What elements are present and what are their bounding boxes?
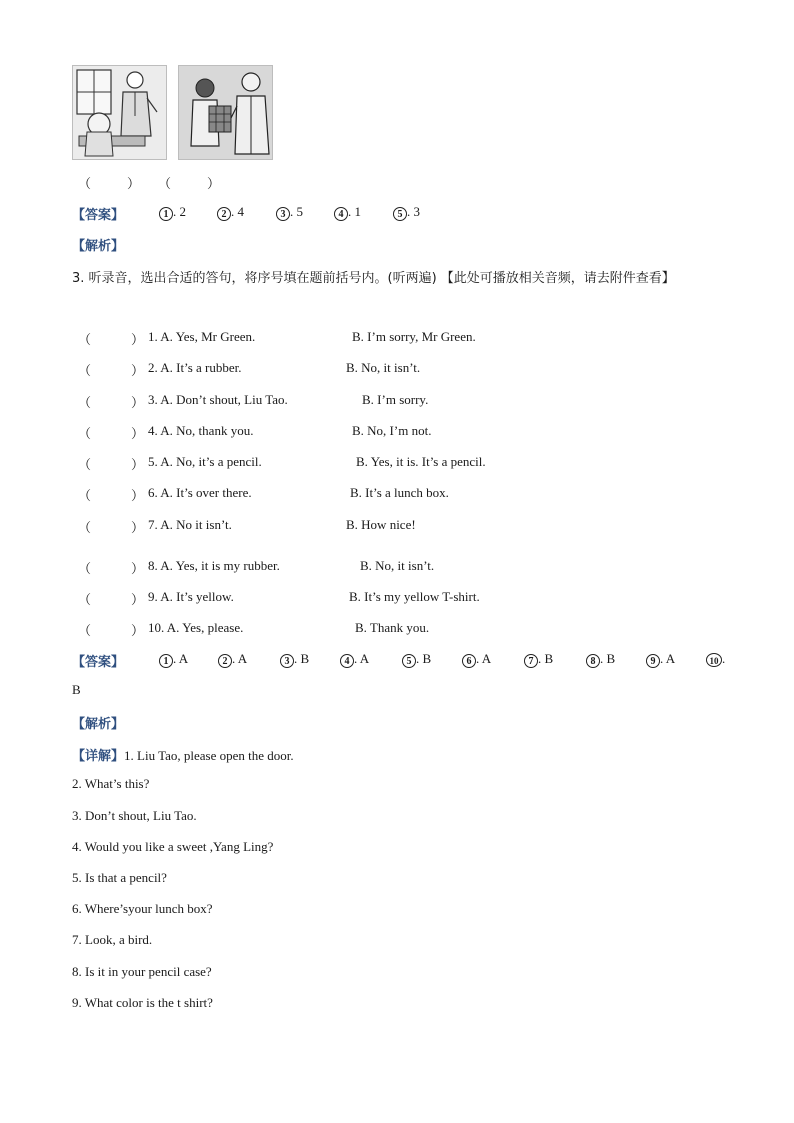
open-paren: （: [78, 623, 92, 638]
detail-line: 8. Is it in your pencil case?: [72, 964, 212, 979]
open-paren: （: [78, 520, 92, 535]
option-a: 2. A. It’s a rubber.: [148, 360, 242, 375]
answer-item: [646, 651, 675, 668]
option-b: B. It’s a lunch box.: [350, 485, 449, 500]
circled-number: 2: [218, 654, 232, 668]
answer-item: [340, 651, 369, 668]
analysis-label: 【解析】: [72, 717, 125, 732]
question-row: [78, 589, 144, 608]
answer-value: .: [722, 651, 726, 666]
option-a: 5. A. No, it’s a pencil.: [148, 454, 262, 469]
answer-value: . A: [354, 651, 370, 666]
answer-value: . B: [416, 651, 432, 666]
option-b: B. I’m sorry, Mr Green.: [352, 329, 476, 344]
circled-number: 1: [159, 654, 173, 668]
close-paren: ）: [127, 176, 141, 191]
answer-item: [218, 651, 247, 668]
answer-value: . B: [538, 651, 554, 666]
answer-value: . 2: [173, 204, 186, 219]
option-a: 7. A. No it isn’t.: [148, 517, 232, 532]
answer-label: 【答案】: [72, 208, 125, 223]
circled-number: 3: [280, 654, 294, 668]
answer-item: [159, 651, 188, 668]
analysis-label: 【解析】: [72, 239, 125, 254]
option-a: 8. A. Yes, it is my rubber.: [148, 558, 280, 573]
open-paren: （: [78, 592, 92, 607]
detail-text: 1. Liu Tao, please open the door.: [124, 748, 294, 763]
answer-value: . A: [173, 651, 189, 666]
answer-item: [334, 204, 361, 221]
option-b: B. How nice!: [346, 517, 416, 532]
answer-item: [159, 204, 186, 221]
answer-value: . B: [294, 651, 310, 666]
detail-line: [72, 745, 294, 764]
option-b: B. No, I’m not.: [352, 423, 432, 438]
answer-value: . 5: [290, 204, 303, 219]
circled-number: 9: [646, 654, 660, 668]
detail-label: 【详解】: [72, 749, 125, 764]
close-paren: ）: [131, 332, 145, 347]
image1-answer-blank: [78, 173, 140, 192]
option-a: 3. A. Don’t shout, Liu Tao.: [148, 392, 288, 407]
answer-value: . 1: [348, 204, 361, 219]
close-paren: ）: [131, 426, 145, 441]
option-a: 9. A. It’s yellow.: [148, 589, 234, 604]
close-paren: ）: [131, 457, 145, 472]
open-paren: （: [78, 426, 92, 441]
image2-answer-blank: [158, 173, 220, 192]
detail-line: 7. Look, a bird.: [72, 932, 153, 947]
option-b: B. Yes, it is. It’s a pencil.: [356, 454, 486, 469]
question-row: [78, 454, 144, 473]
open-paren: （: [78, 561, 92, 576]
question-row: [78, 620, 144, 639]
circled-number: 5: [402, 654, 416, 668]
close-paren: ）: [131, 592, 145, 607]
close-paren: ）: [131, 520, 145, 535]
question-row: [78, 485, 144, 504]
circled-number: 1: [159, 207, 173, 221]
answer-value: . B: [600, 651, 616, 666]
option-b: B. Thank you.: [355, 620, 430, 635]
close-paren: ）: [131, 623, 145, 638]
close-paren: ）: [131, 488, 145, 503]
circled-number: 4: [334, 207, 348, 221]
circled-number: 3: [276, 207, 290, 221]
classroom-drawing: [73, 66, 167, 160]
answer-value: . A: [660, 651, 676, 666]
detail-line: 3. Don’t shout, Liu Tao.: [72, 808, 197, 823]
answer-item: [393, 204, 420, 221]
detail-line: 6. Where’syour lunch box?: [72, 901, 213, 916]
open-paren: （: [78, 395, 92, 410]
detail-line: 2. What’s this?: [72, 776, 150, 791]
detail-line: 9. What color is the t shirt?: [72, 995, 213, 1010]
answer-item: [217, 204, 244, 221]
answer-value: . A: [232, 651, 248, 666]
answer-label: 【答案】: [72, 655, 125, 670]
option-a: 4. A. No, thank you.: [148, 423, 254, 438]
answer-item: [524, 651, 553, 668]
gift-drawing: [179, 66, 273, 160]
question-row: [78, 392, 144, 411]
open-paren: （: [78, 363, 92, 378]
question-row: [78, 423, 144, 442]
answer-item: [280, 651, 309, 668]
answer-item: [706, 651, 725, 667]
question-row: [78, 360, 144, 379]
circled-number: 10: [706, 653, 722, 667]
circled-number: 5: [393, 207, 407, 221]
circled-number: 4: [340, 654, 354, 668]
gift-illustration: [178, 65, 273, 160]
open-paren: （: [78, 176, 92, 191]
answer-item: [276, 204, 303, 221]
answer-item: [462, 651, 491, 668]
open-paren: （: [78, 457, 92, 472]
answer-value: . 4: [231, 204, 244, 219]
circled-number: 7: [524, 654, 538, 668]
answer-wrap: B: [72, 682, 81, 697]
classroom-illustration: [72, 65, 167, 160]
answer-item: [586, 651, 615, 668]
question-row: [78, 329, 144, 348]
option-b: B. It’s my yellow T-shirt.: [349, 589, 480, 604]
option-a: 1. A. Yes, Mr Green.: [148, 329, 256, 344]
detail-line: 4. Would you like a sweet ,Yang Ling?: [72, 839, 274, 854]
question-row: [78, 517, 144, 536]
answer-value: . 3: [407, 204, 420, 219]
open-paren: （: [158, 176, 172, 191]
answer-item: [402, 651, 431, 668]
option-a: 10. A. Yes, please.: [148, 620, 244, 635]
option-a: 6. A. It’s over there.: [148, 485, 252, 500]
option-b: B. No, it isn’t.: [360, 558, 435, 573]
circled-number: 2: [217, 207, 231, 221]
answer-value: . A: [476, 651, 492, 666]
question3-instruction: 3. 听录音，选出合适的答句，将序号填在题前括号内。(听两遍) 【此处可播放相关音频，请去附件查看】: [72, 271, 675, 286]
circled-number: 6: [462, 654, 476, 668]
open-paren: （: [78, 332, 92, 347]
close-paren: ）: [207, 176, 221, 191]
option-b: B. I’m sorry.: [362, 392, 429, 407]
question-row: [78, 558, 144, 577]
close-paren: ）: [131, 561, 145, 576]
close-paren: ）: [131, 363, 145, 378]
open-paren: （: [78, 488, 92, 503]
close-paren: ）: [131, 395, 145, 410]
circled-number: 8: [586, 654, 600, 668]
option-b: B. No, it isn’t.: [346, 360, 421, 375]
detail-line: 5. Is that a pencil?: [72, 870, 167, 885]
